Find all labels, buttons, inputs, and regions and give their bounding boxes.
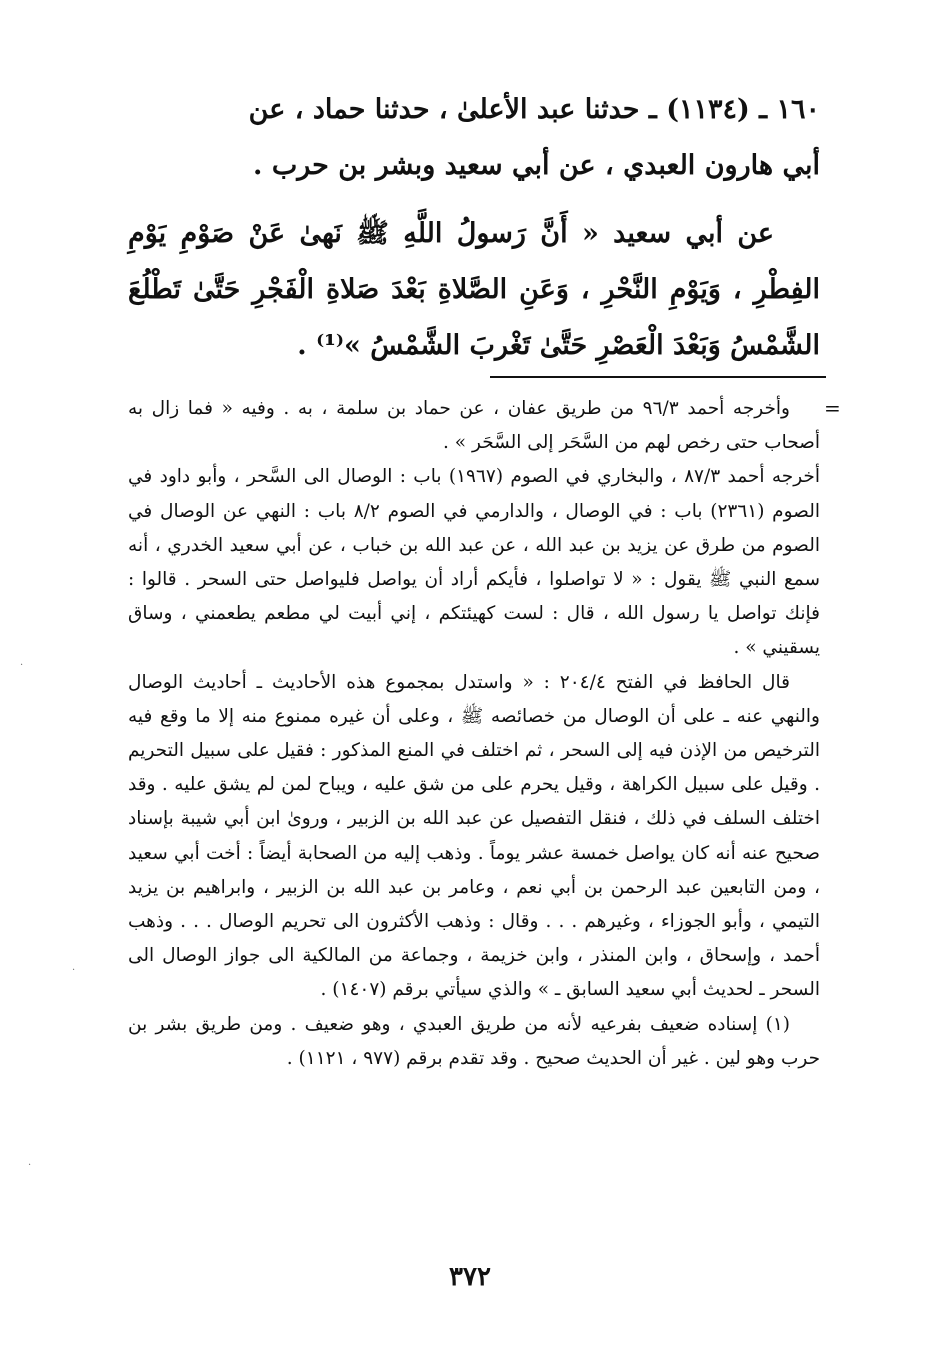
scan-speck: · [20,660,24,671]
matn-text: عن أبي سعيد « أَنَّ رَسولُ اللَّهِ ﷺ نَهىٰ عَنْ صَوْمِ يَوْمِ الفِطْرِ ، وَيَوْمِ النَّحْرِ ، وَعَنِ الصَّلاةِ بَعْدَ صَلاةِ الْفَجْرِ حَتَّىٰ تَطْلُعَ الشَّمْسُ وَبَعْدَ الْعَصْرِ حَتَّىٰ تَغْربَ الشَّمْسُ »⁽¹⁾ . [128,218,820,361]
footnote-paragraph-4: (١) إسناده ضعيف بفرعيه لأنه من طريق العبدي ، وهو ضعيف . ومن طريق بشر بن حرب وهو لين . غير أن الحديث صحيح . وقد تقدم برقم (٩٧٧ ، ١١٢١) . [128,1013,820,1069]
footnote-separator [490,376,826,378]
scan-speck: · [28,1160,32,1171]
footnote-paragraph-2: أخرجه أحمد ٨٧/٣ ، والبخاري في الصوم (١٩٦٧) باب : الوصال الى السَّحر ، وأبو داود في الصوم (٢٣٦١) باب : في الوصال ، والدارمي في الصوم ٨/٢ باب : النهي عن الوصال في الصوم من طرق عن يزيد بن عبد الله ، عن عبد الله بن خباب ، عن أبي سعيد الخدري ، أنه سمع النبي ﷺ يقول : « لا تواصلوا ، فأيكم أراد أن يواصل فليواصل حتى السحر . قالوا : فإنك تواصل يا رسول الله ، قال : لست كهيئتكم ، إني أبيت لي مطعم يطعمني ، وساق يسقيني » . [128,466,820,659]
footnote-paragraph-3: قال الحافظ في الفتح ٢٠٤/٤ : « واستدل بمجموع هذه الأحاديث ـ أحاديث الوصال والنهي عنه ـ على أن الوصال من خصائصه ﷺ ، وعلى أن غيره ممنوع منه إلا ما وقع فيه الترخيص من الإذن فيه إلى السحر ، ثم اختلف في المنع المذكور : فقيل على سبيل التحريم . وقيل على سبيل الكراهة ، وقيل يحرم على من شق عليه ، ويباح لمن لم يشق عليه . وقد اختلف السلف في ذلك ، فنقل التفصيل عن عبد الله بن الزبير ، وروىٰ ابن أبي شيبة بإسناد صحيح عنه أنه كان يواصل خمسة عشر يوماً . وذهب إليه من الصحابة أيضاً : أخت أبي سعيد ، ومن التابعين عبد الرحمن بن أبي نعم ، وعامر بن عبد الله بن الزبير ، وابراهيم بن يزيد التيمي ، وأبو الجوزاء ، وغيرهم . . . وقال : وذهب الأكثرون الى تحريم الوصال . . . وذهب أحمد ، وإسحاق ، وابن المنذر ، وابن خزيمة ، وجماعة من المالكية الى جواز الوصال الى السحر ـ لحديث أبي سعيد السابق ـ » والذي سيأتي برقم (١٤٠٧) . [128,671,820,1001]
footnotes [128,392,820,1076]
hadith-matn [128,206,820,374]
isnad-line-2: أبي هارون العبدي ، عن أبي سعيد وبشر بن حرب . [253,150,820,181]
hadith-isnad [128,82,820,194]
isnad-line-1: ١٦٠ ـ (١١٣٤) ـ حدثنا عبد الأعلىٰ ، حدثنا حماد ، عن [248,94,820,125]
continuation-mark: = [824,396,841,420]
page-number: ٣٧٢ [449,1262,491,1292]
footnote-paragraph-1: وأخرجه أحمد ٩٦/٣ من طريق عفان ، عن حماد بن سلمة ، به . وفيه « فما زال به أصحاب حتى رخص لهم من السَّحَر إلى السَّحَر » . [128,398,820,454]
scan-speck: · [72,965,76,976]
